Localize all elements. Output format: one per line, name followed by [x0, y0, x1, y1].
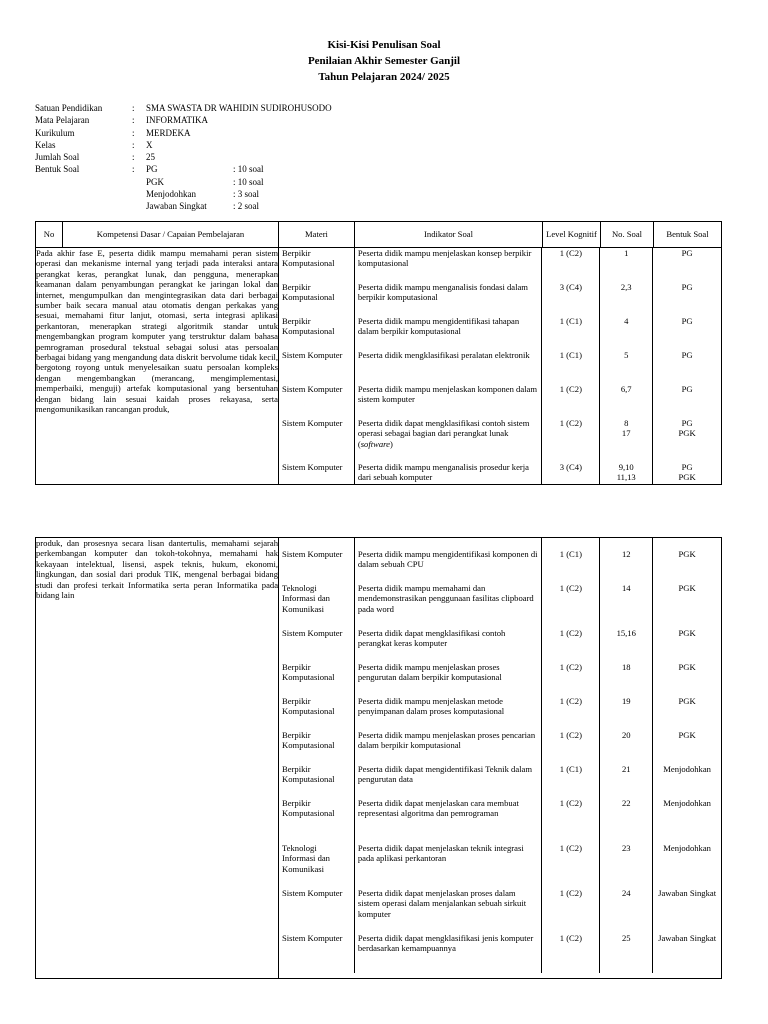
indikator-cell: Peserta didik mampu mengidentifikasi tahapan dalam berpikir komputasional — [357, 316, 520, 337]
indikator-italic-term: software — [360, 438, 390, 449]
bentuk-type: PGK — [146, 176, 165, 187]
bentuk-type: Jawaban Singkat — [146, 201, 207, 212]
meta-value: MERDEKA — [146, 127, 191, 138]
kisi-table-page-2 — [35, 537, 722, 979]
materi-cell: Teknologi Informasi dan Komunikasi — [282, 843, 330, 874]
bentuk-soal-cell — [653, 462, 721, 484]
materi-cell: Sistem Komputer — [282, 628, 343, 638]
bentuk-soal-cell — [653, 549, 721, 583]
bentuk-soal-value: PG — [681, 350, 693, 360]
indikator-cell: Peserta didik mampu menganalisis prosedur kerja dari sebuah komputer — [357, 462, 529, 483]
meta-key: Kurikulum — [35, 127, 75, 138]
bentuk-soal-cell — [653, 384, 721, 418]
no-soal-cell — [600, 764, 652, 798]
no-soal-value: 22 — [621, 798, 631, 808]
no-soal-cell — [600, 843, 652, 888]
materi-cell: Teknologi Informasi dan Komunikasi — [282, 583, 330, 614]
meta-key: Satuan Pendidikan — [35, 103, 103, 113]
level-cell: 1 (C2) — [559, 248, 582, 258]
no-soal-cell — [600, 933, 652, 973]
no-soal-value: 15,16 — [616, 628, 636, 638]
bentuk-soal-cell — [653, 628, 721, 662]
bentuk-soal-value: PGK — [678, 696, 696, 706]
level-cell: 1 (C2) — [559, 384, 582, 394]
bentuk-soal-value: PG — [681, 418, 693, 428]
bentuk-soal-cell — [653, 282, 721, 316]
indikator-cell: Peserta didik mampu menjelaskan komponen dalam sistem komputer — [357, 384, 538, 405]
rows-container — [279, 538, 722, 979]
meta-key: Jumlah Soal — [35, 152, 80, 163]
header-kd: Kompetensi Dasar / Capaian Pembelajaran — [63, 222, 279, 248]
bentuk-soal-cell — [653, 583, 721, 628]
materi-cell: Sistem Komputer — [282, 418, 343, 428]
meta-row-satuan — [35, 102, 332, 114]
document-title-block — [0, 37, 768, 85]
bentuk-soal-cell — [653, 933, 721, 973]
header-materi: Materi — [279, 222, 355, 248]
indikator-cell: Peserta didik dapat mengklasifikasi contoh perangkat keras komputer — [357, 628, 506, 649]
indikator-cell: Peserta didik mampu menjelaskan proses pencarian dalam berpikir komputasional — [357, 730, 536, 751]
level-cell: 1 (C1) — [559, 549, 582, 559]
bentuk-soal-cell — [653, 888, 721, 933]
kd-text-cell — [36, 248, 279, 485]
bentuk-soal-cell — [653, 316, 721, 350]
bentuk-soal-value: PG — [681, 282, 693, 292]
no-soal-value: 20 — [621, 730, 631, 740]
meta-row-kelas — [35, 139, 332, 151]
materi-cell: Berpikir Komputasional — [282, 316, 335, 337]
bentuk-soal-value: PGK — [678, 628, 696, 638]
level-cell: 3 (C4) — [559, 462, 582, 472]
table-header-row — [36, 222, 722, 248]
level-column — [542, 538, 600, 973]
bentuk-soal-column — [653, 248, 721, 484]
bentuk-soal-value: PG — [681, 462, 693, 472]
no-soal-cell — [600, 888, 652, 933]
materi-cell: Sistem Komputer — [282, 888, 343, 898]
kisi-table-page-1 — [35, 221, 722, 485]
materi-cell: Sistem Komputer — [282, 933, 343, 943]
no-soal-cell — [600, 730, 652, 764]
bentuk-list — [146, 163, 264, 212]
title-line-1: Kisi-Kisi Penulisan Soal — [327, 39, 441, 51]
meta-row-jumlah — [35, 151, 332, 163]
bentuk-count: : 10 soal — [233, 176, 264, 187]
meta-colon: : — [132, 152, 135, 163]
no-soal-value: 12 — [621, 549, 631, 559]
bentuk-soal-cell — [653, 764, 721, 798]
level-column — [542, 248, 600, 484]
bentuk-soal-value: Menjodohkan — [663, 798, 711, 808]
bentuk-soal-cell — [653, 350, 721, 384]
no-soal-cell — [600, 384, 652, 418]
kd-text: Pada akhir fase E, peserta didik mampu memahami peran sistem operasi dan mekanisme internal yang terjadi pada interaksi antara perangkat keras, perangkat lunak, dan pengguna, menerapkan keamanan dalam penyambungan perangkat ke jaringan lokal dan internet, mengumpulkan dan mengintegrasikan data dari berbagai sumber baik secara manual atau otomatis dengan perkakas yang sesuai, memahami fitur lanjut, otomasi, serta integrasi aplikasi perkantoran, menerapkan strategi algoritmik standar untuk mengembangkan program komputer yang terstruktur dalam bahasa pemrograman prosedural tekstual sebagai solusi atas persoalan berbagai bidang yang mengandung data diskrit bervolume tidak kecil, bergotong royong untuk menyelesaikan suatu persoalan kompleks dengan mengembangkan (merancang, mengimplementasi, memperbaiki, menguji) artefak komputasional yang bersentuhan dengan bidang lain sesuai kaidah proses rekayasa, serta mengomunikasikan rancangan produk, — [36, 248, 278, 415]
no-soal-value: 5 — [624, 350, 629, 360]
indikator-cell: Peserta didik mampu memahami dan mendemonstrasikan penggunaan fasilitas clipboard pada word — [357, 583, 534, 614]
bentuk-soal-cell — [653, 843, 721, 888]
indikator-cell: Peserta didik mampu mengidentifikasi komponen di dalam sebuah CPU — [357, 549, 538, 570]
no-soal-value: 8 — [624, 418, 629, 428]
no-soal-cell — [600, 696, 652, 730]
bentuk-item — [146, 176, 264, 188]
indikator-cell: Peserta didik dapat mengidentifikasi Teknik dalam pengurutan data — [357, 764, 533, 785]
indikator-cell: Peserta didik dapat menjelaskan proses dalam sistem operasi dalam menjalankan sebuah sirkuit komputer — [357, 888, 527, 919]
level-cell: 1 (C2) — [559, 888, 582, 898]
bentuk-soal-value: PGK — [678, 730, 696, 740]
identity-block — [35, 102, 332, 213]
no-soal-cell — [600, 798, 652, 843]
no-soal-column — [600, 248, 653, 484]
bentuk-soal-column — [653, 538, 721, 973]
no-soal-value: 24 — [621, 888, 631, 898]
level-cell: 1 (C1) — [559, 316, 582, 326]
indikator-cell: Peserta didik dapat mengklasifikasi contoh sistem operasi sebagai bagian dari perangkat lunak (software) — [357, 418, 530, 449]
page2-row-list — [279, 538, 721, 973]
meta-key: Kelas — [35, 139, 56, 150]
kd-text: produk, dan prosesnya secara lisan dantertulis, memahami sejarah perkembangan komputer dan tokoh-tokohnya, memahami hak kekayaan intelektual, lisensi, aspek teknis, hukum, ekonomi, lingkungan, dan sosial dari produk TIK, mengenal berbagai bidang studi dan profesi terkait Informatika serta peran Informatika pada bidang lain — [36, 538, 279, 601]
level-cell: 1 (C2) — [559, 696, 582, 706]
bentuk-soal-value: Menjodohkan — [663, 764, 711, 774]
level-cell: 1 (C2) — [559, 933, 582, 943]
no-soal-value: 18 — [621, 662, 631, 672]
row-grid — [279, 538, 721, 973]
header-no-soal: No. Soal — [601, 222, 654, 248]
indikator-cell: Peserta didik mampu menjelaskan proses pengurutan dalam berpikir komputasional — [357, 662, 502, 683]
meta-colon: : — [132, 115, 135, 126]
meta-value: INFORMATIKA — [146, 115, 209, 126]
meta-colon: : — [132, 164, 135, 175]
bentuk-type: PG — [146, 164, 158, 175]
no-soal-cell — [600, 628, 652, 662]
meta-row-bentuk — [35, 163, 332, 212]
bentuk-soal-cell — [653, 248, 721, 282]
no-soal-cell — [600, 350, 652, 384]
no-soal-column — [600, 538, 653, 973]
indikator-cell: Peserta didik dapat menjelaskan teknik integrasi pada aplikasi perkantoran — [357, 843, 524, 864]
materi-column — [279, 538, 355, 973]
header-level: Level Kognitif — [543, 222, 601, 248]
level-cell: 1 (C2) — [559, 418, 582, 428]
table-row — [36, 538, 722, 979]
bentuk-soal-value: Jawaban Singkat — [658, 933, 717, 943]
meta-value: SMA SWASTA DR WAHIDIN SUDIROHUSODO — [146, 103, 332, 113]
no-soal-value: 2,3 — [620, 282, 632, 292]
indikator-cell: Peserta didik mampu menganalisis fondasi dalam berpikir komputasional — [357, 282, 528, 303]
indikator-cell: Peserta didik dapat mengklasifikasi jenis komputer berdasarkan kemampuannya — [357, 933, 534, 954]
level-cell: 1 (C2) — [559, 583, 582, 593]
bentuk-soal-value: PGK — [678, 583, 696, 593]
no-soal-value: 4 — [624, 316, 629, 326]
bentuk-soal-value: Jawaban Singkat — [658, 888, 717, 898]
materi-cell: Sistem Komputer — [282, 384, 343, 394]
meta-colon: : — [132, 103, 135, 113]
meta-key: Bentuk Soal — [35, 164, 80, 175]
bentuk-soal-value: Menjodohkan — [663, 843, 711, 853]
bentuk-soal-value: PG — [681, 248, 693, 258]
no-soal-cell — [600, 583, 652, 628]
bentuk-count: : 10 soal — [233, 164, 264, 175]
indikator-cell: Peserta didik mampu menjelaskan konsep berpikir komputasional — [357, 248, 532, 269]
bentuk-type: Menjodohkan — [146, 189, 196, 200]
no-soal-value: 14 — [621, 583, 631, 593]
bentuk-count: : 3 soal — [233, 189, 259, 200]
bentuk-soal-value: PG — [681, 384, 693, 394]
no-soal-value: 19 — [621, 696, 631, 706]
materi-cell: Berpikir Komputasional — [282, 248, 335, 269]
level-cell: 1 (C2) — [559, 798, 582, 808]
page1-row-list — [279, 248, 721, 484]
level-cell: 1 (C1) — [559, 350, 582, 360]
bentuk-soal-value: PG — [681, 316, 693, 326]
row-grid — [279, 248, 721, 484]
level-cell: 1 (C2) — [559, 628, 582, 638]
indikator-column — [355, 248, 543, 484]
no-soal-value: 25 — [621, 933, 631, 943]
materi-cell: Berpikir Komputasional — [282, 764, 335, 785]
bentuk-soal-cell — [653, 730, 721, 764]
materi-cell: Berpikir Komputasional — [282, 696, 335, 717]
bentuk-count: : 2 soal — [233, 201, 259, 212]
no-soal-cell — [600, 662, 652, 696]
bentuk-soal-value: PGK — [678, 472, 696, 483]
no-soal-value: 1 — [624, 248, 629, 258]
no-soal-cell — [600, 282, 652, 316]
materi-cell: Sistem Komputer — [282, 462, 343, 472]
level-cell: 1 (C2) — [559, 662, 582, 672]
bentuk-item — [146, 163, 264, 175]
bentuk-item — [146, 200, 264, 212]
no-soal-value: 11,13 — [616, 472, 636, 483]
bentuk-soal-value: PGK — [678, 549, 696, 559]
bentuk-soal-cell — [653, 798, 721, 843]
bentuk-soal-cell — [653, 696, 721, 730]
meta-value: X — [146, 139, 153, 150]
materi-cell: Berpikir Komputasional — [282, 282, 335, 303]
indikator-cell: Peserta didik dapat menjelaskan cara membuat representasi algoritma dan pemrograman — [357, 798, 519, 819]
no-soal-cell — [600, 248, 652, 282]
materi-cell: Sistem Komputer — [282, 549, 343, 559]
materi-cell: Berpikir Komputasional — [282, 798, 335, 819]
no-soal-cell — [600, 462, 652, 484]
kd-text-cell — [36, 538, 279, 979]
no-soal-value: 9,10 — [618, 462, 634, 472]
header-no: No — [36, 222, 63, 248]
no-soal-value: 21 — [621, 764, 631, 774]
bentuk-soal-cell — [653, 662, 721, 696]
meta-row-kurikulum — [35, 127, 332, 139]
level-cell: 1 (C2) — [559, 843, 582, 853]
no-soal-value: 17 — [621, 428, 631, 439]
meta-key: Mata Pelajaran — [35, 115, 90, 126]
no-soal-value: 23 — [621, 843, 631, 853]
meta-colon: : — [132, 139, 135, 150]
materi-column — [279, 248, 355, 484]
meta-colon: : — [132, 127, 135, 138]
meta-value: 25 — [146, 152, 155, 163]
bentuk-item — [146, 188, 264, 200]
no-soal-cell — [600, 418, 652, 462]
materi-cell: Sistem Komputer — [282, 350, 343, 360]
materi-cell: Berpikir Komputasional — [282, 730, 335, 751]
materi-cell: Berpikir Komputasional — [282, 662, 335, 683]
level-cell: 3 (C4) — [559, 282, 582, 292]
no-soal-cell — [600, 316, 652, 350]
header-indikator: Indikator Soal — [355, 222, 543, 248]
indikator-cell: Peserta didik mengklasifikasi peralatan elektronik — [357, 350, 530, 360]
bentuk-soal-value: PGK — [678, 428, 696, 439]
title-line-3: Tahun Pelajaran 2024/ 2025 — [318, 71, 450, 83]
no-soal-cell — [600, 549, 652, 583]
bentuk-soal-value: PGK — [678, 662, 696, 672]
table-row — [36, 248, 722, 485]
rows-container — [279, 248, 722, 485]
level-cell: 1 (C2) — [559, 730, 582, 740]
no-soal-value: 6,7 — [620, 384, 632, 394]
bentuk-soal-cell — [653, 418, 721, 462]
indikator-column — [355, 538, 543, 973]
meta-row-mapel — [35, 114, 332, 126]
indikator-cell: Peserta didik mampu menjelaskan metode penyimpanan dalam proses komputasional — [357, 696, 505, 717]
title-line-2: Penilaian Akhir Semester Ganjil — [307, 55, 461, 67]
header-bentuk-soal: Bentuk Soal — [654, 222, 722, 248]
level-cell: 1 (C1) — [559, 764, 582, 774]
